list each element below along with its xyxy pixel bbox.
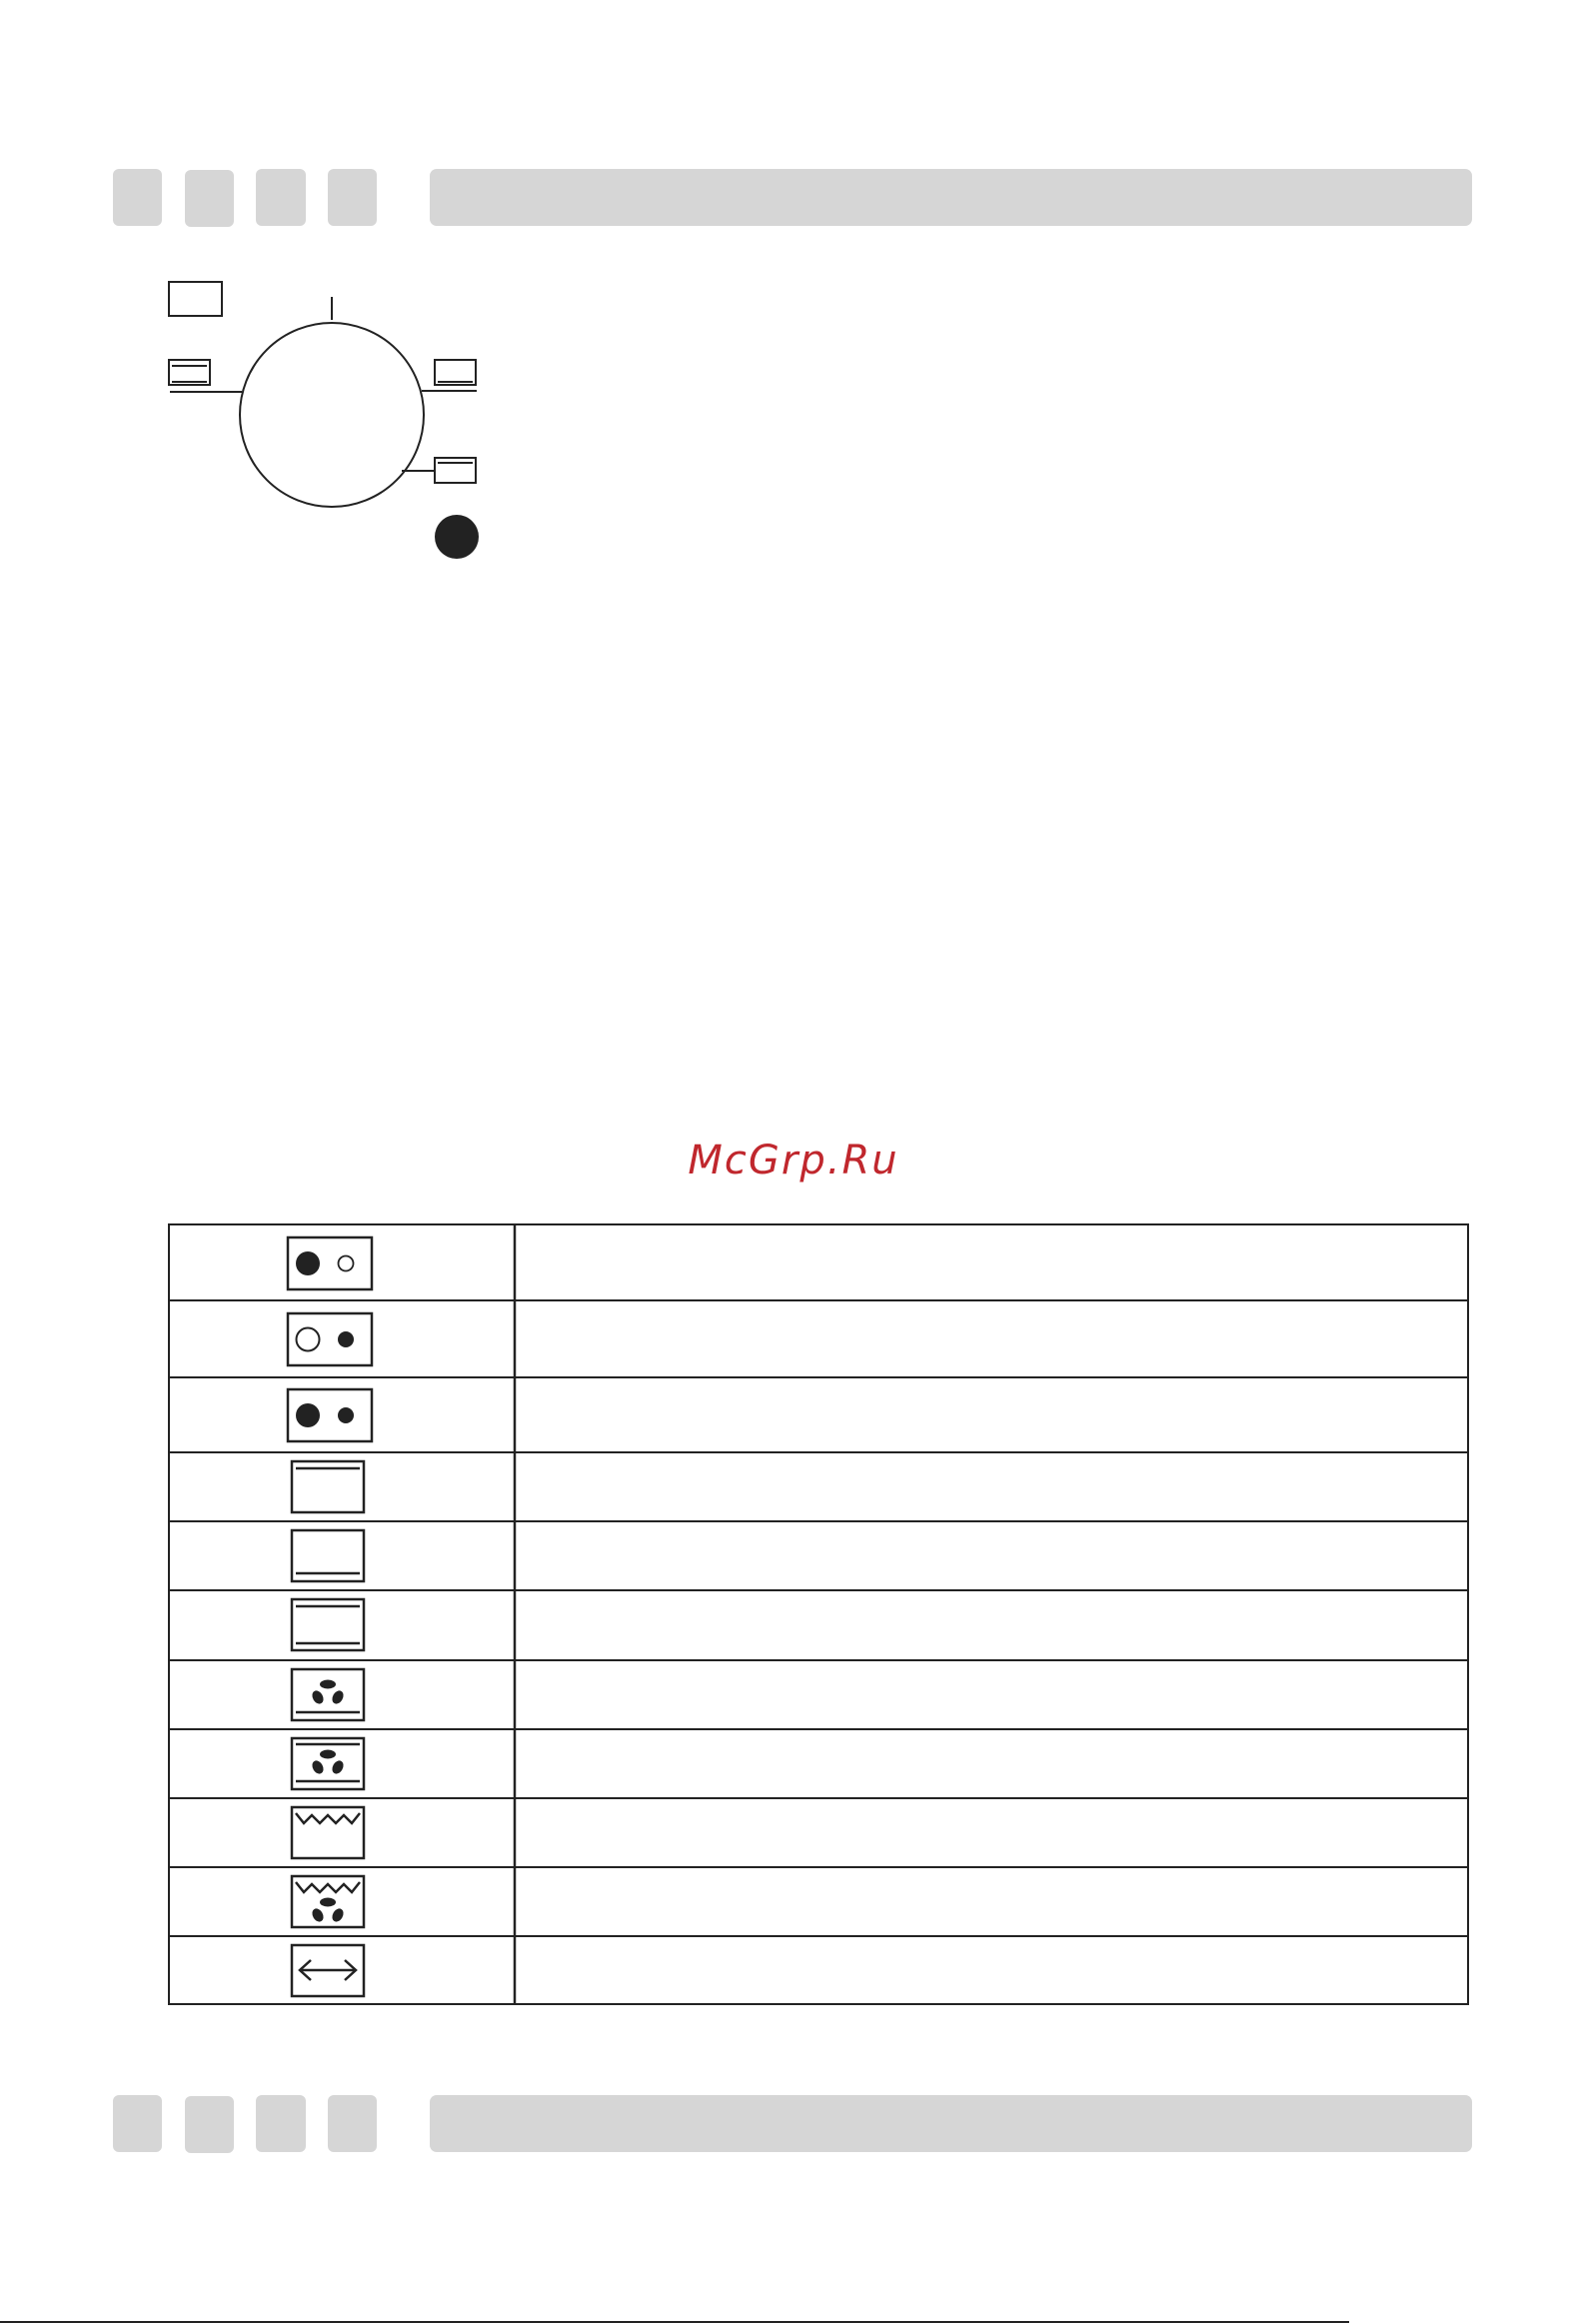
bottom-footer-bar <box>430 2095 1472 2152</box>
page-bottom-rule <box>0 2321 1349 2323</box>
grill-icon <box>292 1807 364 1858</box>
top-heat-position-icon <box>435 360 476 385</box>
knob-circle <box>240 323 424 507</box>
bottom-heat-icon <box>292 1530 364 1581</box>
top-bottom-heat-position-icon <box>435 458 476 483</box>
bottom-heat-position-icon <box>169 360 210 385</box>
fan-top-bottom-heat-icon <box>292 1738 364 1789</box>
indicator-lamp-icon <box>435 515 479 559</box>
top-tab-1 <box>113 169 162 226</box>
off-position-box <box>169 282 222 316</box>
bottom-tab-1 <box>113 2095 162 2152</box>
top-tab-3 <box>256 169 306 226</box>
fan-grill-icon <box>292 1876 364 1927</box>
top-header-bar <box>430 169 1472 226</box>
defrost-arrows-icon <box>292 1945 364 1996</box>
fan-bottom-heat-icon <box>292 1669 364 1720</box>
lamp-two-dots-icon <box>288 1389 372 1441</box>
top-tab-4 <box>328 169 377 226</box>
watermark-text: McGrp.Ru <box>688 1138 899 1183</box>
bottom-tab-2 <box>185 2096 234 2153</box>
top-heat-icon <box>292 1461 364 1512</box>
lamp-ring-small-dot-icon <box>288 1313 372 1365</box>
bottom-tab-3 <box>256 2095 306 2152</box>
bottom-tab-4 <box>328 2095 377 2152</box>
top-tab-2 <box>185 170 234 227</box>
top-bottom-heat-icon <box>292 1599 364 1650</box>
selector-knob-diagram <box>160 280 500 570</box>
function-table <box>168 1223 1469 2005</box>
lamp-large-dot-small-ring-icon <box>288 1237 372 1289</box>
